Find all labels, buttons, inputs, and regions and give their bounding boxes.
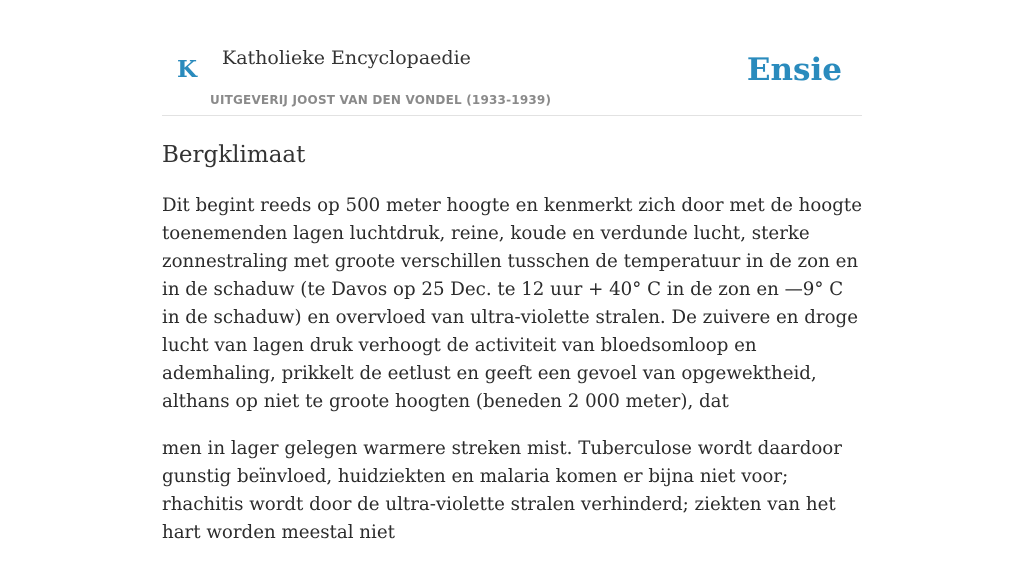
site-subtitle: UITGEVERIJ JOOST VAN DEN VONDEL (1933-1939) — [210, 93, 552, 107]
site-header — [162, 30, 862, 116]
article-body — [162, 192, 862, 566]
article-title: Bergklimaat — [162, 142, 306, 168]
site-title[interactable]: Katholieke Encyclopaedie — [222, 47, 471, 69]
article-paragraph: men in lager gelegen warmere streken mist. Tuberculose wordt daardoor gunstig beïnvloed, huidziekten en malaria komen er bijna niet voor; rhachitis wordt door de ultra-violette stralen verhinderd; ziekten van het hart worden meestal niet — [162, 438, 842, 543]
brand-logo-link[interactable]: Ensie — [746, 52, 842, 88]
article-paragraph: Dit begint reeds op 500 meter hoogte en kenmerkt zich door met de hoogte toenemenden lagen luchtdruk, reine, koude en verdunde lucht, sterke zonnestraling met groote verschillen tusschen de temperatuur in de zon en in de schaduw (te Davos op 25 Dec. te 12 uur + 40° C in de zon en —9° C in de schaduw) en overvloed van ultra-violette stralen. De zuivere en droge lucht van lagen druk verhoogt de activiteit van bloedsomloop en ademhaling, prikkelt de eetlust en geeft een gevoel van opgewektheid, althans op niet te groote hoogten (beneden 2 000 meter), dat — [162, 195, 862, 412]
site-logo-icon[interactable]: K — [177, 56, 197, 83]
